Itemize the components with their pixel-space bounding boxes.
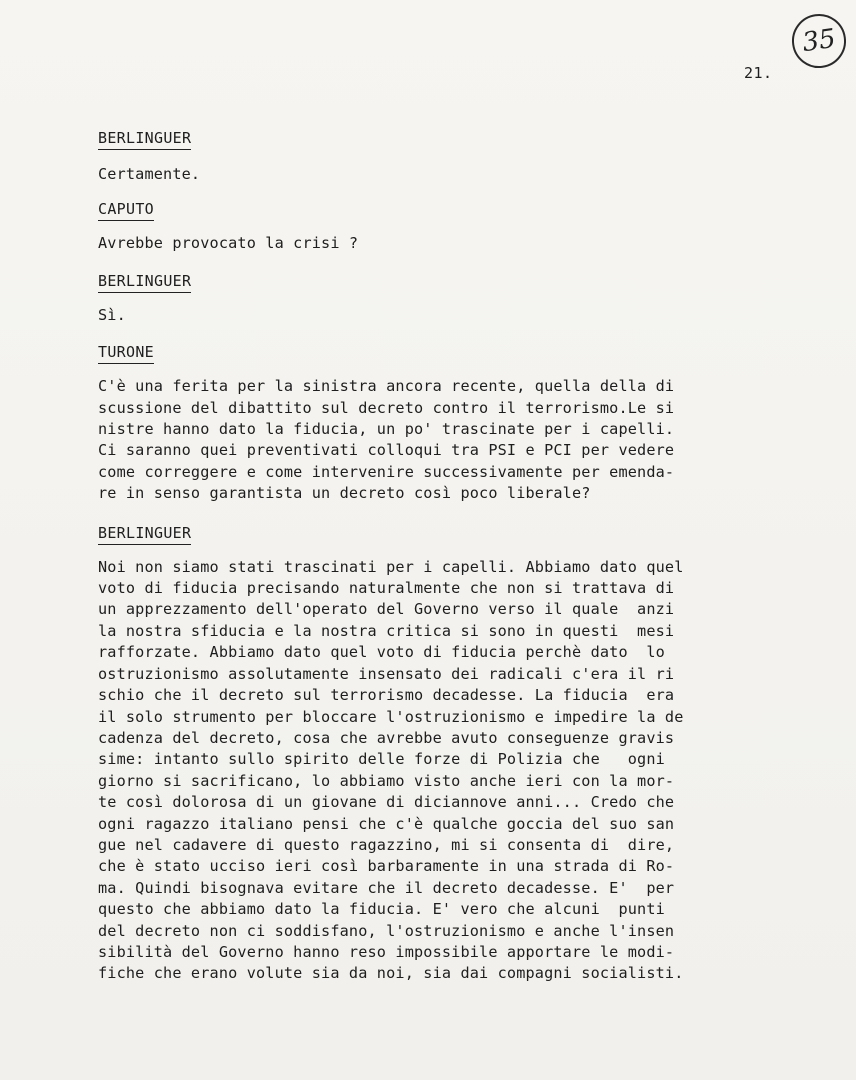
speaker-name: TURONE — [98, 342, 154, 364]
text-line: nistre hanno dato la fiducia, un po' trascinate per i capelli. — [98, 420, 675, 439]
text-line: Avrebbe provocato la crisi ? — [98, 234, 359, 253]
text-line: sime: intanto sullo spirito delle forze di Polizia che ogni — [98, 750, 665, 769]
dialogue-entry — [98, 523, 788, 985]
text-line: questo che abbiamo dato la fiducia. E' vero che alcuni punti — [98, 900, 665, 919]
text-line: Certamente. — [98, 165, 201, 183]
text-line: del decreto non ci soddisfano, l'ostruzionismo e anche l'insen — [98, 921, 675, 940]
page-stamp: 35 — [789, 11, 850, 72]
text-line: re in senso garantista un decreto così poco liberale? — [98, 484, 591, 503]
speaker-name: BERLINGUER — [98, 523, 191, 545]
text-line: ogni ragazzo italiano pensi che c'è qualche goccia del suo san — [98, 814, 675, 833]
dialogue-entry — [98, 128, 788, 185]
text-line: voto di fiducia precisando naturalmente che non si trattava di — [98, 579, 675, 598]
transcript-body — [98, 128, 788, 985]
text-line: ostruzionismo assolutamente insensato dei radicali c'era il ri — [98, 664, 675, 683]
dialogue-entry — [98, 342, 788, 504]
text-line: che è stato ucciso ieri così barbaramente in una strada di Ro- — [98, 857, 675, 876]
text-line: cadenza del decreto, cosa che avrebbe avuto conseguenze gravis — [98, 728, 675, 747]
text-line: come correggere e come intervenire successivamente per emenda- — [98, 462, 675, 481]
text-line: gue nel cadavere di questo ragazzino, mi si consenta di dire, — [98, 835, 675, 854]
text-line: rafforzate. Abbiamo dato quel voto di fiducia perchè dato lo — [98, 643, 665, 662]
text-line: schio che il decreto sul terrorismo decadesse. La fiducia era — [98, 686, 675, 705]
text-line: un apprezzamento dell'operato del Governo verso il quale anzi — [98, 600, 675, 619]
text-line: la nostra sfiducia e la nostra critica si sono in questi mesi — [98, 621, 675, 640]
text-line: Ci saranno quei preventivati colloqui tra PSI e PCI per vedere — [98, 441, 675, 460]
text-line: fiche che erano volute sia da noi, sia dai compagni socialisti. — [98, 964, 684, 983]
text-line: Sì. — [98, 305, 126, 324]
speaker-name: BERLINGUER — [98, 128, 191, 150]
dialogue-entry — [98, 199, 788, 254]
text-line: il solo strumento per bloccare l'ostruzionismo e impedire la de — [98, 707, 684, 726]
text-line: ma. Quindi bisognava evitare che il decreto decadesse. E' per — [98, 878, 675, 897]
text-line: te così dolorosa di un giovane di diciannove anni... Credo che — [98, 793, 675, 812]
text-line: sibilità del Governo hanno reso impossibile apportare le modi- — [98, 942, 675, 961]
page-number: 21. — [744, 64, 773, 82]
text-line: giorno si sacrificano, lo abbiamo visto anche ieri con la mor- — [98, 771, 675, 790]
speaker-name: BERLINGUER — [98, 271, 191, 293]
text-line: Noi non siamo stati trascinati per i capelli. Abbiamo dato quel — [98, 557, 684, 576]
text-line: scussione del dibattito sul decreto contro il terrorismo.Le si — [98, 398, 675, 417]
text-line: C'è una ferita per la sinistra ancora recente, quella della di — [98, 377, 675, 396]
dialogue-entry — [98, 271, 788, 326]
speaker-name: CAPUTO — [98, 199, 154, 221]
